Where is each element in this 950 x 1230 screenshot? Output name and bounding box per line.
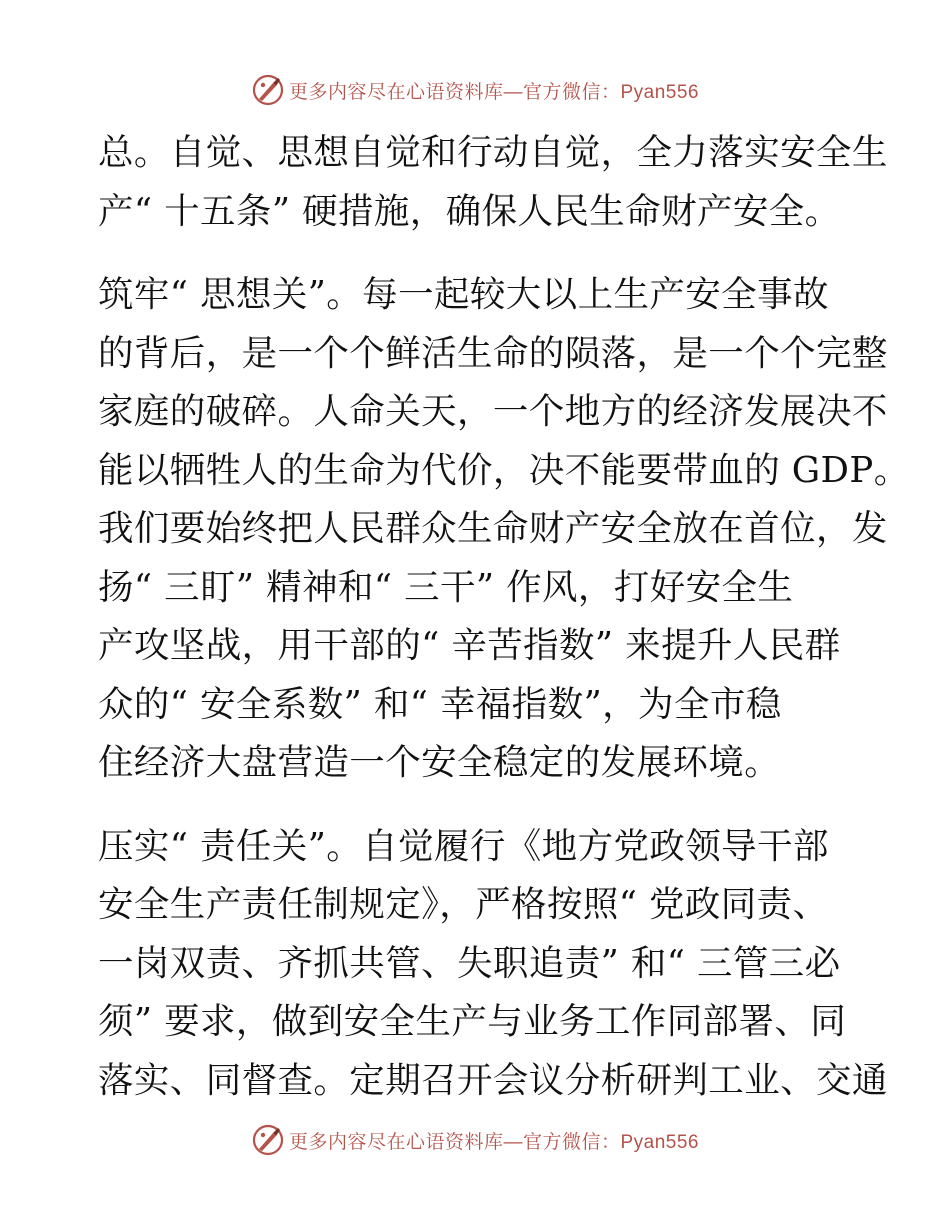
text-line: 我们要始终把人民群众生命财产安全放在首位，发 [98,508,888,549]
paragraph [98,124,888,241]
text-line: 产攻坚战，用干部的“ 辛苦指数” 来提升人民群 [98,625,841,666]
footer-watermark-text: 更多内容尽在心语资料库—官方微信：Pyan556 [288,1131,699,1153]
text-line: 的背后，是一个个鲜活生命的陨落，是一个个完整 [98,332,888,374]
header-watermark [0,70,950,110]
document-body [98,124,910,1110]
paragraph [98,266,910,793]
text-line: 能以牺牲人的生命为代价，决不能要带血的 GDP。 [98,449,910,491]
pen-logo-icon [251,73,285,107]
text-line: 众的“ 安全系数” 和“ 幸福指数”，为全市稳 [98,683,782,725]
text-line: 家庭的破碎。人命关天，一个地方的经济发展决不 [98,391,888,432]
text-line: 总。自觉、思想自觉和行动自觉，全力落实安全生 [98,132,888,173]
text-line: 扬“ 三盯” 精神和“ 三干” 作风，打好安全生 [98,566,794,608]
pen-logo-icon [251,1123,285,1157]
text-line: 一岗双责、齐抓共管、失职追责” 和“ 三管三必 [98,942,841,984]
paragraph [98,818,888,1111]
text-line: 压实“ 责任关”。自觉履行《地方党政领导干部 [98,825,829,867]
header-watermark-text: 更多内容尽在心语资料库—官方微信：Pyan556 [288,81,699,103]
footer-watermark [0,1120,950,1160]
text-line: 须” 要求，做到安全生产与业务工作同部署、同 [98,1001,847,1042]
text-line: 筑牢“ 思想关”。每一起较大以上生产安全事故 [98,274,829,315]
text-line: 住经济大盘营造一个安全稳定的发展环境。 [98,742,781,783]
text-line: 落实、同督查。定期召开会议分析研判工业、交通 [98,1059,888,1101]
text-line: 产“ 十五条” 硬措施，确保人民生命财产安全。 [98,190,841,232]
text-line: 安全生产责任制规定》，严格按照“ 党政同责、 [98,884,829,925]
